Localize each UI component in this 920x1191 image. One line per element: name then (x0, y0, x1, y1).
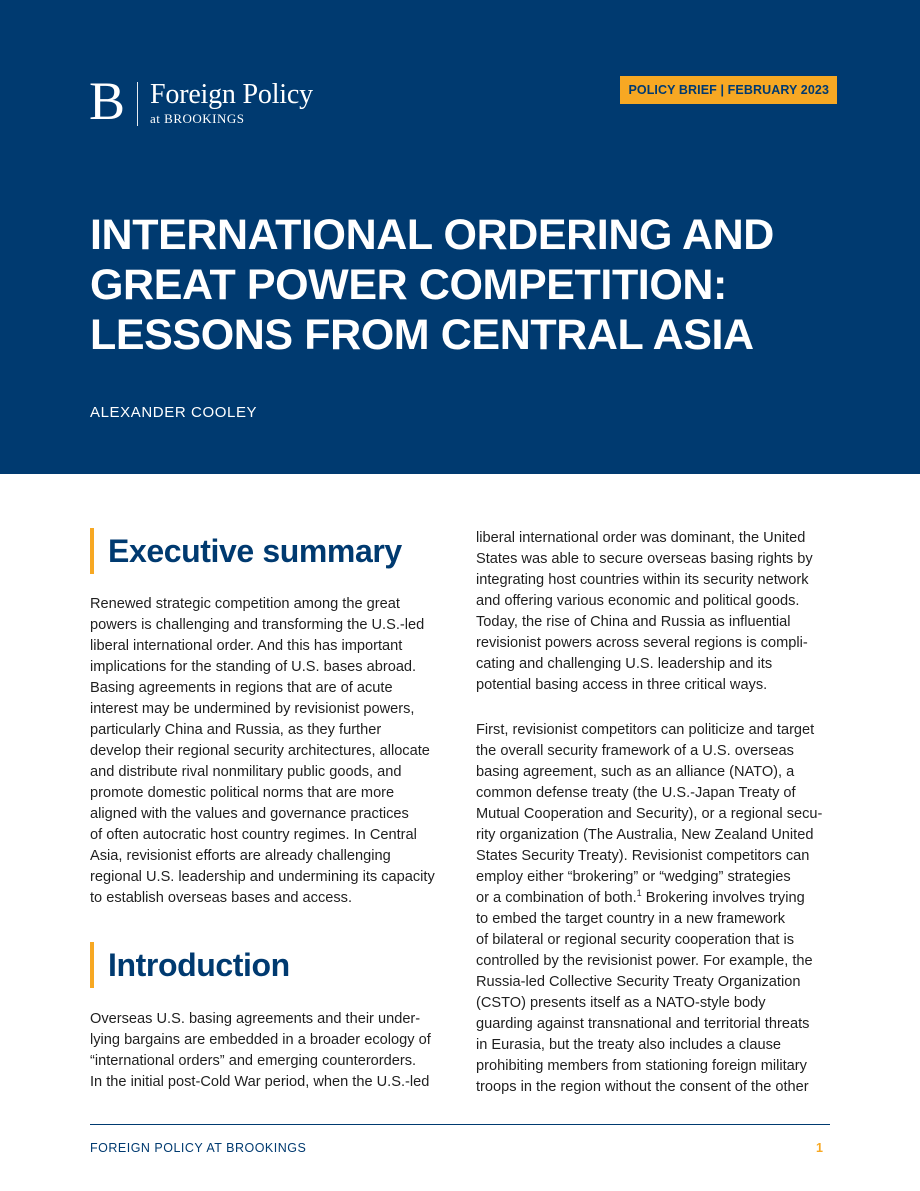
text-line: develop their regional security architectures, allocate (90, 743, 430, 759)
text-line: basing agreement, such as an alliance (NATO), a (476, 764, 795, 780)
text-line: (CSTO) presents itself as a NATO-style body (476, 995, 766, 1011)
footer-publisher: FOREIGN POLICY AT BROOKINGS (90, 1141, 307, 1155)
text-line: Basing agreements in regions that are of acute (90, 680, 393, 696)
introduction-heading: Introduction (90, 942, 290, 988)
text-line: Overseas U.S. basing agreements and their under- (90, 1011, 421, 1027)
title-line: INTERNATIONAL ORDERING AND (90, 211, 774, 259)
text-line: employ either “brokering” or “wedging” strategies (476, 869, 791, 885)
text-line: implications for the standing of U.S. bases abroad. (90, 659, 417, 675)
text-line: Mutual Cooperation and Security), or a regional secu- (476, 806, 823, 822)
title-line: LESSONS FROM CENTRAL ASIA (90, 311, 754, 359)
body-paragraph (476, 720, 836, 1098)
text-line: guarding against transnational and territorial threats (476, 1016, 810, 1032)
text-line: “international orders” and emerging counterorders. (90, 1053, 417, 1069)
text-line: regional U.S. leadership and undermining its capacity (90, 869, 435, 885)
text-line: powers is challenging and transforming the U.S.-led (90, 617, 425, 633)
author-name: ALEXANDER COOLEY (90, 404, 258, 421)
text-line: cating and challenging U.S. leadership and its (476, 656, 773, 672)
introduction-paragraph (90, 1009, 450, 1093)
text-line: to embed the target country in a new framework (476, 911, 786, 927)
text-line: and distribute rival nonmilitary public goods, and (90, 764, 402, 780)
brookings-logo[interactable] (89, 71, 313, 131)
body-paragraph (476, 528, 836, 696)
text-line: interest may be undermined by revisionist powers, (90, 701, 415, 717)
text-line: States was able to secure overseas basing rights by (476, 551, 813, 567)
document-title (90, 210, 850, 360)
title-line: GREAT POWER COMPETITION: (90, 261, 727, 309)
text-line: in Eurasia, but the treaty also includes a clause (476, 1037, 782, 1053)
logo-name: Foreign Policy (150, 79, 313, 110)
policy-brief-tag: POLICY BRIEF | FEBRUARY 2023 (620, 76, 837, 104)
text-line: prohibiting members from stationing foreign military (476, 1058, 807, 1074)
text-line: Asia, revisionist efforts are already challenging (90, 848, 391, 864)
text-line: the overall security framework of a U.S. overseas (476, 743, 794, 759)
text-line: troops in the region without the consent of the other (476, 1079, 809, 1095)
text-line: controlled by the revisionist power. For example, the (476, 953, 813, 969)
logo-sub: at BROOKINGS (150, 111, 245, 126)
text-line: rity organization (The Australia, New Zealand United (476, 827, 814, 843)
text-line: integrating host countries within its security network (476, 572, 809, 588)
text-line: promote domestic political norms that are more (90, 785, 395, 801)
text-line: of often autocratic host country regimes. In Central (90, 827, 417, 843)
text-line: liberal international order was dominant, the United (476, 530, 806, 546)
text-line: First, revisionist competitors can politicize and target (476, 722, 815, 738)
text-line (476, 888, 836, 909)
text-fragment: Brokering involves trying (641, 890, 805, 906)
logo-letter: B (89, 71, 126, 131)
text-line: Russia-led Collective Security Treaty Organization (476, 974, 801, 990)
text-line: revisionist powers across several regions is compli- (476, 635, 808, 651)
text-line: aligned with the values and governance practices (90, 806, 409, 822)
header-banner (0, 0, 920, 474)
text-line: potential basing access in three critical ways. (476, 677, 768, 693)
text-line: States Security Treaty). Revisionist competitors can (476, 848, 810, 864)
text-fragment: or a combination of both. (476, 890, 637, 906)
text-line: In the initial post-Cold War period, when the U.S.-led (90, 1074, 430, 1090)
logo-text (150, 80, 313, 127)
text-line: Renewed strategic competition among the great (90, 596, 400, 612)
text-line: lying bargains are embedded in a broader ecology of (90, 1032, 431, 1048)
text-line: liberal international order. And this has important (90, 638, 403, 654)
text-line: to establish overseas bases and access. (90, 890, 353, 906)
executive-summary-heading: Executive summary (90, 528, 402, 574)
executive-summary-paragraph (90, 594, 450, 909)
footnote-reference[interactable]: 1 (636, 888, 642, 899)
text-line: particularly China and Russia, as they further (90, 722, 382, 738)
page-number: 1 (816, 1141, 823, 1155)
text-line: of bilateral or regional security cooperation that is (476, 932, 794, 948)
text-line: Today, the rise of China and Russia as influential (476, 614, 791, 630)
logo-divider (137, 82, 138, 126)
text-line: and offering various economic and political goods. (476, 593, 800, 609)
text-line: common defense treaty (the U.S.-Japan Treaty of (476, 785, 796, 801)
footer-divider (90, 1124, 830, 1125)
